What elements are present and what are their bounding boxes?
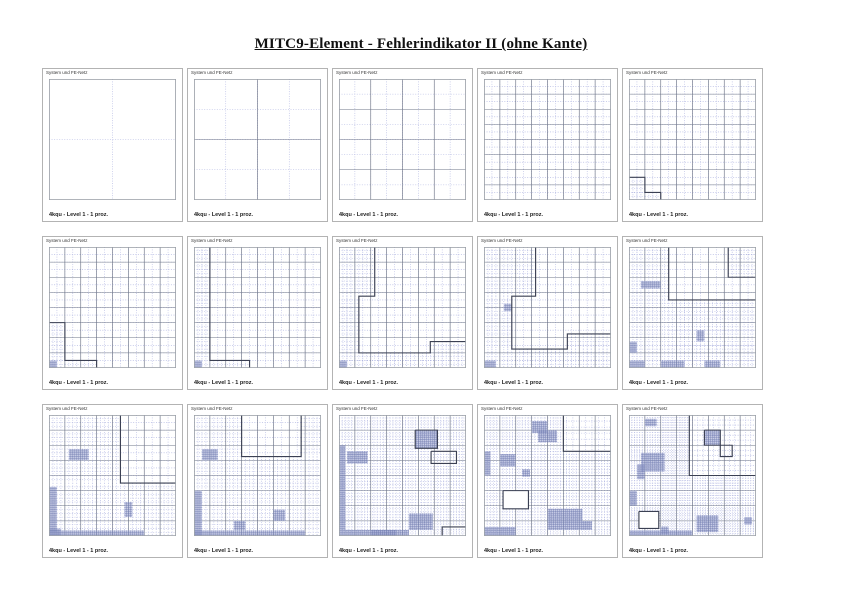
panel-top-label: System und FE-Netz <box>336 70 378 75</box>
mesh-plot <box>484 247 611 368</box>
mesh-panel <box>332 404 473 558</box>
panel-top-label: System und FE-Netz <box>46 406 88 411</box>
mesh-panel <box>477 236 618 390</box>
panel-top-label: System und FE-Netz <box>626 406 668 411</box>
mesh-plot <box>484 415 611 536</box>
mesh-plot <box>49 247 176 368</box>
mesh-panel <box>332 236 473 390</box>
mesh-plot <box>339 247 466 368</box>
panel-caption: 4kqu - Level 1 - 1 proz. <box>629 380 688 386</box>
mesh-panel <box>187 404 328 558</box>
mesh-plot <box>194 415 321 536</box>
mesh-plot <box>194 247 321 368</box>
panel-caption: 4kqu - Level 1 - 1 proz. <box>339 380 398 386</box>
panel-top-label: System und FE-Netz <box>626 70 668 75</box>
mesh-panel <box>42 236 183 390</box>
panel-top-label: System und FE-Netz <box>336 406 378 411</box>
panel-caption: 4kqu - Level 1 - 1 proz. <box>484 548 543 554</box>
figure-title: MITC9-Element - Fehlerindikator II (ohne Kante) <box>254 36 588 52</box>
mesh-plot <box>629 415 756 536</box>
mesh-plot <box>194 79 321 200</box>
panel-caption: 4kqu - Level 1 - 1 proz. <box>194 548 253 554</box>
mesh-panel <box>477 68 618 222</box>
mesh-panel <box>42 68 183 222</box>
panel-top-label: System und FE-Netz <box>191 406 233 411</box>
mesh-plot <box>629 79 756 200</box>
mesh-plot <box>339 79 466 200</box>
mesh-plot <box>49 79 176 200</box>
panel-top-label: System und FE-Netz <box>481 406 523 411</box>
panel-caption: 4kqu - Level 1 - 1 proz. <box>194 212 253 218</box>
mesh-plot <box>484 79 611 200</box>
panel-top-label: System und FE-Netz <box>626 238 668 243</box>
panel-top-label: System und FE-Netz <box>191 238 233 243</box>
panel-caption: 4kqu - Level 1 - 1 proz. <box>339 212 398 218</box>
panel-top-label: System und FE-Netz <box>46 238 88 243</box>
mesh-panel <box>622 404 763 558</box>
panel-top-label: System und FE-Netz <box>336 238 378 243</box>
panel-caption: 4kqu - Level 1 - 1 proz. <box>484 380 543 386</box>
mesh-panel <box>477 404 618 558</box>
panel-top-label: System und FE-Netz <box>481 70 523 75</box>
mesh-panel <box>187 236 328 390</box>
mesh-panel <box>622 68 763 222</box>
mesh-plot <box>629 247 756 368</box>
panel-top-label: System und FE-Netz <box>481 238 523 243</box>
panel-caption: 4kqu - Level 1 - 1 proz. <box>49 548 108 554</box>
panel-caption: 4kqu - Level 1 - 1 proz. <box>49 380 108 386</box>
panel-caption: 4kqu - Level 1 - 1 proz. <box>629 548 688 554</box>
mesh-panel <box>622 236 763 390</box>
mesh-panel <box>187 68 328 222</box>
panel-caption: 4kqu - Level 1 - 1 proz. <box>484 212 543 218</box>
mesh-panel <box>42 404 183 558</box>
mesh-plot <box>49 415 176 536</box>
panel-top-label: System und FE-Netz <box>191 70 233 75</box>
panel-top-label: System und FE-Netz <box>46 70 88 75</box>
panel-caption: 4kqu - Level 1 - 1 proz. <box>49 212 108 218</box>
mesh-panel <box>332 68 473 222</box>
panel-caption: 4kqu - Level 1 - 1 proz. <box>339 548 398 554</box>
panel-caption: 4kqu - Level 1 - 1 proz. <box>194 380 253 386</box>
panel-caption: 4kqu - Level 1 - 1 proz. <box>629 212 688 218</box>
mesh-plot <box>339 415 466 536</box>
